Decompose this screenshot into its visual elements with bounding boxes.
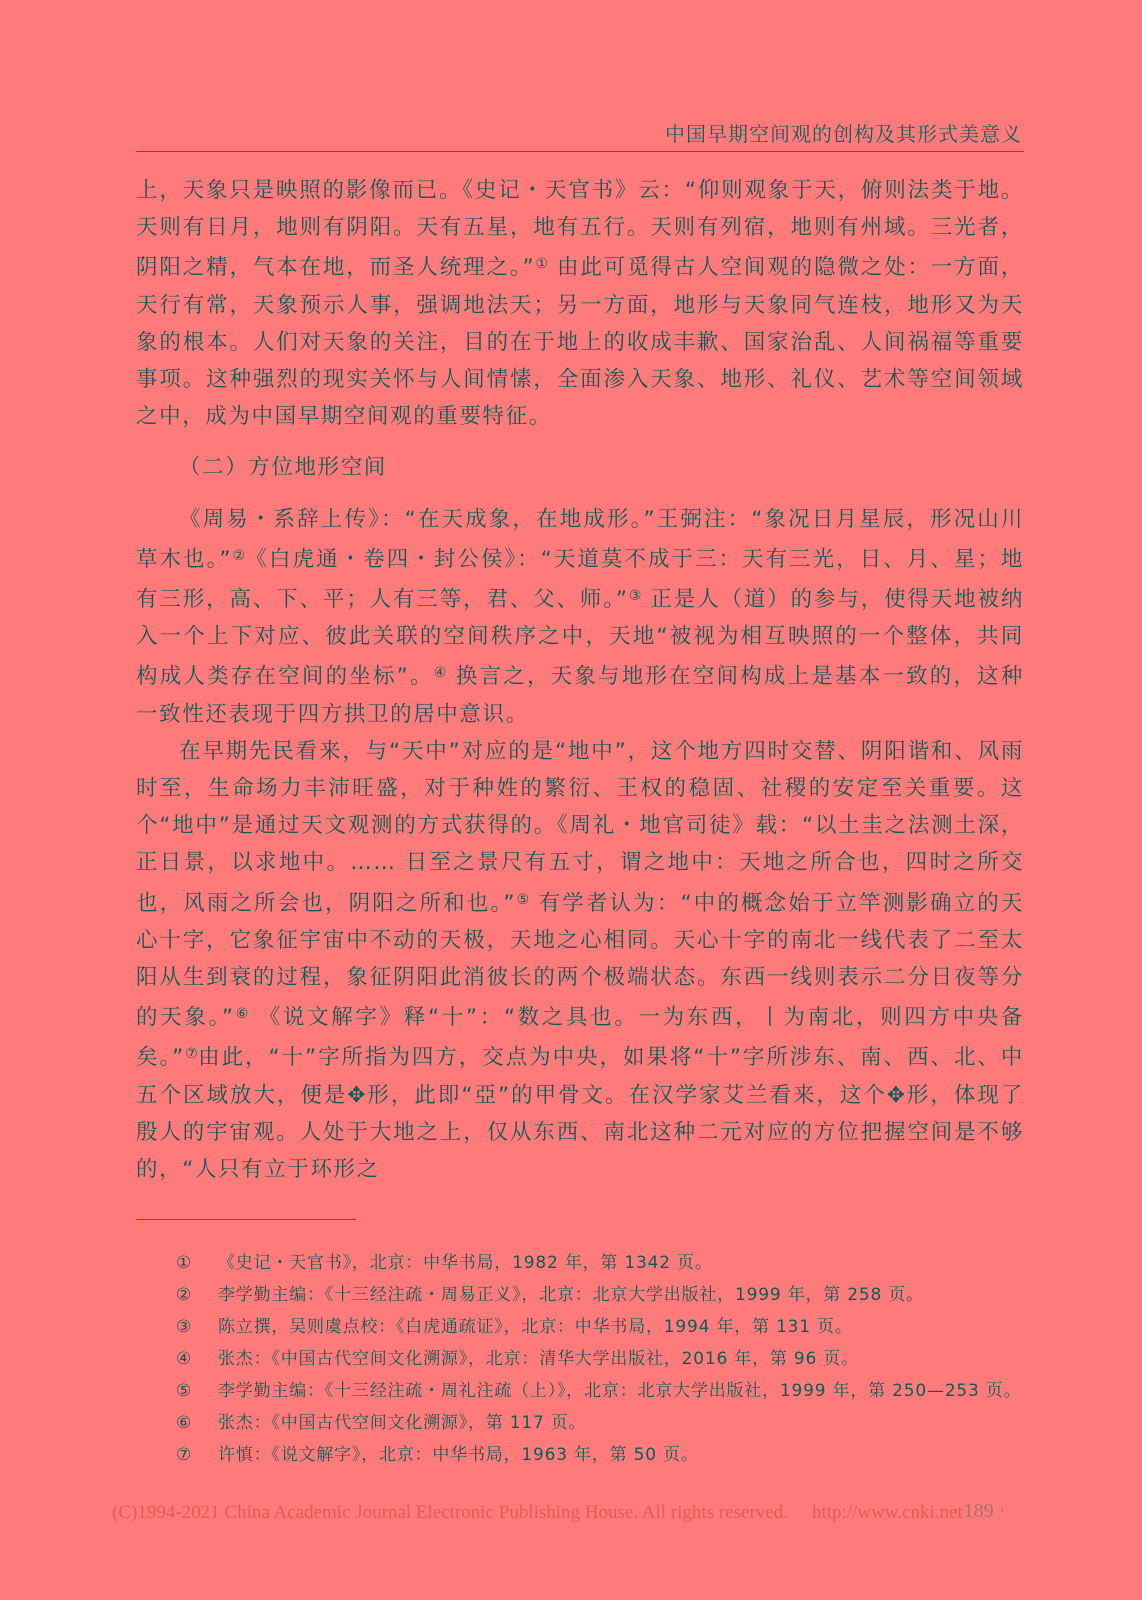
footnote-mark: ① [176, 1253, 193, 1273]
footnote-ref-2[interactable]: ② [232, 547, 246, 564]
footnote-item [176, 1311, 1024, 1343]
main-text [136, 172, 1024, 1188]
paragraph-3-text-a: 在早期先民看来，与“天中”对应的是“地中”，这个地方四时交替、阴阳谐和、风雨时至，生命场力丰沛旺盛，对于种姓的繁衍、王权的稳固、社稷的安定至关重要。这个“地中”是通过天文观测的方式获得的。《周礼・地官司徒》载：“以土圭之法测土深，正日景，以求地中。…… 日至之景尺有五寸，谓之地中：天地之所合也，四时之所交也，风雨之所会也，阴阳之所和也。” [136, 738, 1024, 916]
footnote-ref-6[interactable]: ⑥ [234, 1006, 250, 1023]
footnote-item [176, 1439, 1024, 1471]
paragraph-2-text-a: 《周易・系辞上传》：“在天成象，在地成形。”王弼注：“象况日月星辰，形况山川草木也。” [136, 506, 1024, 572]
footnote-item [176, 1375, 1024, 1407]
footnote-mark: ⑤ [176, 1381, 193, 1401]
footnote-mark: ② [176, 1285, 193, 1305]
header-rule [136, 151, 1024, 152]
copyright-text: (C)1994-2021 China Academic Journal Electronic Publishing House. All rights reserved. [112, 1502, 788, 1523]
footnote-ref-7[interactable]: ⑦ [184, 1046, 199, 1063]
paragraph-1-text-a: 上，天象只是映照的影像而已。《史记・天官书》云：“仰则观象于天，俯则法类于地。天则有日月，地则有阴阳。天有五星，地有五行。天则有列宿，地则有州域。三光者，阴阳之精，气本在地，而圣人统理之。” [136, 178, 1024, 281]
paragraph-3-text-b: 有学者认为：“中的概念始于立竿测影确立的天心十字，它象征宇宙中不动的天极，天地之心相同。天心十字的南北一线代表了二至太阳从生到衰的过程，象征阴阳此消彼长的两个极端状态。东西一线则表示二分日夜等分的天象。” [136, 890, 1025, 1031]
page-number: · 189 · [952, 1500, 1006, 1522]
footnote-text: 陈立撰，吴则虞点校：《白虎通疏证》，北京：中华书局，1994 年，第 131 页。 [218, 1317, 853, 1337]
paragraph-2 [136, 501, 1024, 733]
footnote-ref-5[interactable]: ⑤ [516, 891, 530, 908]
paragraph-3-text-f: 形，体现了殷人的宇宙观。人处于大地之上，仅从东西、南北这种二元对应的方位把握空间是不够的，“人只有立于环形之 [136, 1082, 1024, 1183]
footnote-mark: ⑥ [176, 1413, 193, 1433]
paragraph-2-text-c: 正是人（道）的参与，使得天地被纳入一个上下对应、彼此关联的空间秩序之中，天地“被视为相互映照的一个整体，共同构成人类存在空间的坐标”。 [136, 587, 1024, 690]
ya-shape-glyph-icon: ✥ [886, 1082, 907, 1108]
footnote-item [176, 1279, 1024, 1311]
ya-shape-glyph-icon: ✥ [347, 1082, 368, 1108]
paragraph-2-text-d: 换言之，天象与地形在空间构成上是基本一致的，这种一致性还表现于四方拱卫的居中意识。 [136, 664, 1024, 727]
paragraph-1 [136, 172, 1024, 435]
copyright-watermark [112, 1502, 963, 1524]
footnote-text: 张杰：《中国古代空间文化溯源》，北京：清华大学出版社，2016 年，第 96 页。 [218, 1349, 859, 1369]
footnote-text: 《史记・天官书》，北京：中华书局，1982 年，第 1342 页。 [218, 1253, 713, 1273]
footnote-mark: ⑦ [176, 1445, 193, 1465]
footnote-mark: ③ [176, 1317, 193, 1337]
footnote-rule [136, 1219, 356, 1220]
footnote-item [176, 1343, 1024, 1375]
paragraph-1-text-b: 由此可觅得古人空间观的隐微之处：一方面，天行有常，天象预示人事，强调地法天；另一方面，地形与天象同气连枝，地形又为天象的根本。人们对天象的关注，目的在于地上的收成丰歉、国家治乱、人间祸福等重要事项。这种强烈的现实关怀与人间情愫，全面渗入天象、地形、礼仪、艺术等空间领域之中，成为中国早期空间观的重要特征。 [136, 255, 1024, 430]
footnote-item [176, 1407, 1024, 1439]
footnote-ref-4[interactable]: ④ [433, 665, 447, 682]
paragraph-3-text-d: 由此，“十”字所指为四方，交点为中央，如果将“十”字所涉东、南、西、北、中五个区域放大，便是 [136, 1045, 1024, 1108]
section-heading: （二）方位地形空间 [179, 455, 387, 481]
footnote-list [176, 1247, 1024, 1471]
footnote-text: 许慎：《说文解字》，北京：中华书局，1963 年，第 50 页。 [218, 1445, 699, 1465]
footnote-mark: ④ [176, 1349, 193, 1369]
footnote-ref-3[interactable]: ③ [628, 588, 642, 605]
footnote-text: 李学勤主编：《十三经注疏・周易正义》，北京：北京大学出版社，1999 年，第 258 页。 [218, 1285, 924, 1305]
paragraph-3 [136, 733, 1024, 1188]
cnki-link[interactable]: http://www.cnki.net [811, 1502, 963, 1523]
footnote-text: 张杰：《中国古代空间文化溯源》，第 117 页。 [218, 1413, 587, 1433]
footnote-ref-1[interactable]: ① [535, 256, 549, 273]
paragraph-2-text-b: 《白虎通・卷四・封公侯》：“天道莫不成于三：天有三光，日、月、星；地有三形，高、下、平；人有三等，君、父、师。” [136, 546, 1024, 613]
paragraph-3-text-e: 形，此即“亞”的甲骨文。在汉学家艾兰看来，这个 [367, 1082, 887, 1108]
footnote-text: 李学勤主编：《十三经注疏・周礼注疏（上）》，北京：北京大学出版社，1999 年，第 250—253 页。 [218, 1381, 1022, 1401]
footnote-item [176, 1247, 1024, 1279]
paragraph-3-text-c: 《说文解字》释“十”：“数之具也。一为东西，丨为南北，则四方中央备矣。” [136, 1005, 1025, 1071]
running-header-title: 中国早期空间观的创构及其形式美意义 [665, 122, 1022, 146]
